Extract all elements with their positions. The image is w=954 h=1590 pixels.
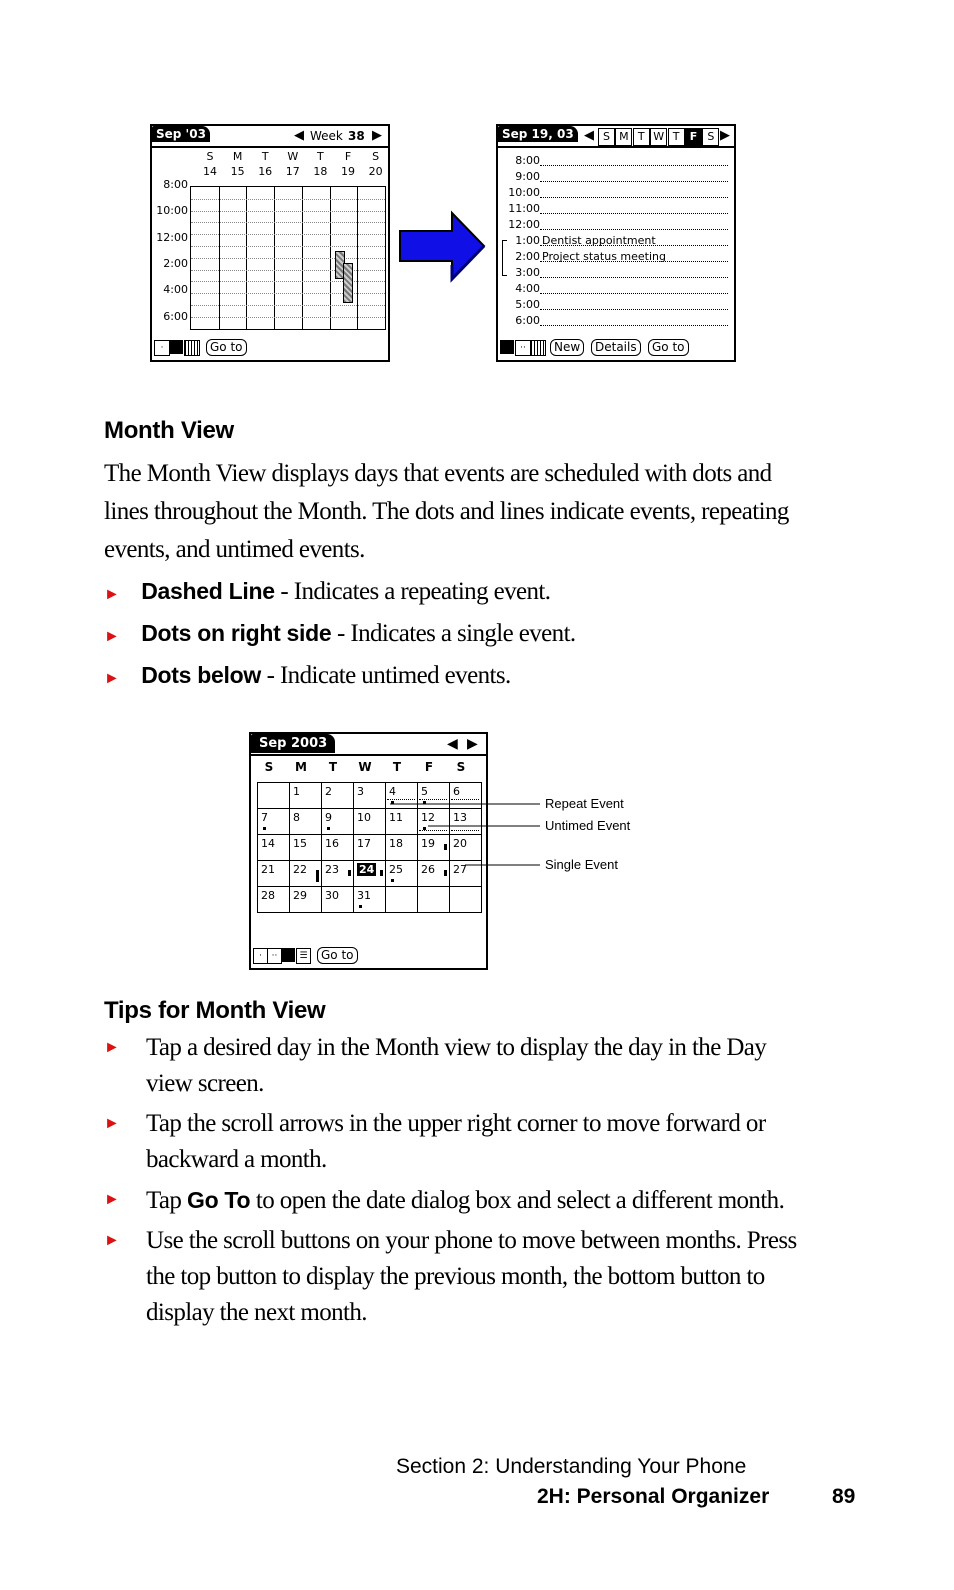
day-row-line <box>540 213 728 214</box>
month-goto-button[interactable]: Go to <box>317 947 358 964</box>
day-row-line <box>540 277 728 278</box>
week-next-arrow-icon[interactable]: ▶ <box>372 128 382 143</box>
list-item <box>104 572 824 614</box>
day-time-label: 2:00 <box>515 250 540 263</box>
month-day-letter: M <box>295 760 307 774</box>
month-view-icon[interactable] <box>530 340 546 356</box>
agenda-view-icon[interactable]: ☰ <box>296 948 311 964</box>
day-event-text[interactable]: Project status meeting <box>542 250 667 263</box>
day-time-label: 3:00 <box>515 266 540 279</box>
week-grid-row <box>191 270 385 271</box>
day-time-row[interactable] <box>498 264 734 280</box>
tip-line: Tap the scroll arrows in the upper right corner to move forward or <box>146 1110 766 1137</box>
bullet-icon: ► <box>104 628 120 645</box>
day-time-label: 6:00 <box>515 314 540 327</box>
week-time-label: 10:00 <box>156 204 188 218</box>
page-number: 89 <box>832 1485 856 1508</box>
untimed-event-dot <box>391 879 394 882</box>
tip-line: backward a month. <box>146 1146 327 1173</box>
day-letter[interactable]: T <box>633 128 650 146</box>
month-day-number: 11 <box>389 811 403 824</box>
footer-section-line: Section 2: Understanding Your Phone <box>396 1455 747 1478</box>
month-day-number: 13 <box>453 811 467 824</box>
week-grid-row <box>191 222 385 223</box>
month-day-letter: S <box>456 760 466 774</box>
bullet-icon: ► <box>104 670 120 687</box>
day-view-icon[interactable] <box>500 340 514 354</box>
single-event-mark <box>348 870 351 876</box>
week-day-number: 16 <box>258 165 273 178</box>
paragraph-line: lines throughout the Month. The dots and lines indicate events, repeating <box>104 498 789 525</box>
day-time-row[interactable] <box>498 216 734 232</box>
day-goto-button[interactable]: Go to <box>648 339 689 356</box>
bullet-term: Dashed Line <box>141 578 275 604</box>
month-day-number: 25 <box>389 863 403 876</box>
month-day-number: 1 <box>293 785 300 798</box>
month-day-cell[interactable] <box>257 860 290 887</box>
tip-prefix: Tap <box>146 1187 187 1214</box>
untimed-event-callout: Untimed Event <box>545 818 631 833</box>
week-time-labels <box>154 178 190 328</box>
week-grid-row <box>191 293 385 294</box>
week-time-label: 12:00 <box>156 230 188 244</box>
day-row-line <box>540 197 728 198</box>
week-header-tab: Sep '03 <box>152 126 210 142</box>
month-day-number: 15 <box>293 837 307 850</box>
day-prev-arrow-icon[interactable]: ◀ <box>584 128 594 143</box>
day-letter-selected[interactable]: F <box>685 128 702 146</box>
month-view-icon[interactable] <box>184 340 200 356</box>
repeat-event-callout: Repeat Event <box>545 796 624 811</box>
bullet-icon: ► <box>104 1191 120 1208</box>
month-day-cell[interactable] <box>257 834 290 861</box>
week-day-letter: M <box>232 150 243 163</box>
tip-line: display the next month. <box>146 1299 367 1326</box>
week-view-icon[interactable]: ·· <box>267 948 282 964</box>
week-grid-row <box>191 305 385 306</box>
untimed-event-dot <box>327 827 330 830</box>
month-day-letter: S <box>264 760 274 774</box>
list-item <box>104 1182 824 1219</box>
single-event-callout: Single Event <box>545 857 618 872</box>
bullet-icon: ► <box>104 1039 120 1056</box>
week-grid-row <box>191 246 385 247</box>
month-day-number: 4 <box>389 785 396 798</box>
week-day-letter: F <box>344 150 352 163</box>
day-row-line <box>540 165 728 166</box>
day-time-row[interactable] <box>498 184 734 200</box>
month-day-number: 18 <box>389 837 403 850</box>
event-duration-bar <box>502 240 507 276</box>
day-time-label: 8:00 <box>515 154 540 167</box>
week-time-label: 6:00 <box>163 309 188 323</box>
month-day-letter: T <box>392 760 402 774</box>
day-time-label: 10:00 <box>508 186 540 199</box>
footer-chapter: 2H: Personal Organizer <box>537 1485 770 1508</box>
week-day-letter: S <box>372 150 380 163</box>
day-time-label: 4:00 <box>515 282 540 295</box>
day-time-label: 1:00 <box>515 234 540 247</box>
week-goto-button[interactable]: Go to <box>206 339 247 356</box>
list-item <box>104 614 824 656</box>
week-view-icon[interactable]: ·· <box>515 340 531 356</box>
day-letter[interactable]: S <box>598 128 615 146</box>
month-day-number: 17 <box>357 837 371 850</box>
week-grid-row <box>191 258 385 259</box>
week-time-label: 4:00 <box>163 283 188 297</box>
month-day-number: 23 <box>325 863 339 876</box>
bullet-text: - Indicate untimed events. <box>260 662 511 689</box>
day-time-label: 12:00 <box>508 218 540 231</box>
month-day-number: 29 <box>293 889 307 902</box>
month-prev-arrow-icon[interactable]: ◀ <box>447 736 458 752</box>
day-row-line <box>540 293 728 294</box>
day-next-arrow-icon[interactable]: ▶ <box>720 128 730 143</box>
day-time-row[interactable] <box>498 152 734 168</box>
day-letter[interactable]: M <box>615 128 632 146</box>
month-day-cell[interactable] <box>289 782 322 809</box>
week-grid-row <box>191 317 385 318</box>
day-letter[interactable]: T <box>668 128 685 146</box>
month-day-number: 30 <box>325 889 339 902</box>
bullet-icon: ► <box>104 586 120 603</box>
month-day-letters <box>257 760 481 776</box>
day-event-text[interactable]: Dentist appointment <box>542 234 656 247</box>
month-day-cell[interactable] <box>385 886 418 913</box>
tip-term: Go To <box>186 1187 251 1213</box>
details-button[interactable]: Details <box>591 339 641 356</box>
month-day-number: 28 <box>261 889 275 902</box>
week-day-letter: S <box>206 150 214 163</box>
day-row-line <box>540 325 728 326</box>
month-day-number: 9 <box>325 811 332 824</box>
tip-line: the top button to display the previous month, the bottom button to <box>146 1263 765 1290</box>
day-time-row[interactable] <box>498 280 734 296</box>
untimed-event-dot <box>359 905 362 908</box>
tip-line: Tap a desired day in the Month view to display the day in the Day <box>146 1034 767 1061</box>
month-day-cell[interactable] <box>449 886 482 913</box>
month-day-cell[interactable] <box>321 886 354 913</box>
week-day-number: 18 <box>313 165 328 178</box>
month-day-number: 16 <box>325 837 339 850</box>
list-item <box>104 1106 824 1178</box>
week-grid-row <box>191 211 385 212</box>
untimed-event-dot <box>263 827 266 830</box>
month-day-number: 2 <box>325 785 332 798</box>
bullet-icon: ► <box>104 1115 120 1132</box>
month-view-paragraph <box>104 455 824 569</box>
month-day-cell[interactable] <box>289 808 322 835</box>
day-letter[interactable]: S <box>702 128 719 146</box>
day-time-label: 9:00 <box>515 170 540 183</box>
month-day-number: 27 <box>453 863 467 876</box>
month-day-cell[interactable] <box>257 886 290 913</box>
week-day-letter: T <box>261 150 269 163</box>
tip-line: Use the scroll buttons on your phone to move between months. Press <box>146 1227 797 1254</box>
week-day-number: 14 <box>203 165 217 178</box>
day-time-row[interactable] <box>498 296 734 312</box>
month-day-number: 14 <box>261 837 275 850</box>
month-view-icon[interactable] <box>281 948 295 962</box>
week-day-letters <box>192 150 388 164</box>
month-day-cell[interactable] <box>417 886 450 913</box>
list-item <box>104 656 824 698</box>
paragraph-line: events, and untimed events. <box>104 536 365 563</box>
month-day-number: 5 <box>421 785 428 798</box>
month-view-heading: Month View <box>104 417 234 444</box>
week-time-label: 2:00 <box>163 256 188 270</box>
week-label: Week <box>310 129 343 143</box>
month-day-number: 21 <box>261 863 275 876</box>
week-time-label: 8:00 <box>163 178 188 191</box>
week-day-number: 15 <box>230 165 245 178</box>
day-selector-letters[interactable] <box>598 128 720 144</box>
paragraph-line: The Month View displays days that events are scheduled with dots and <box>104 460 772 487</box>
single-event-mark <box>316 870 319 882</box>
bullet-text: - Indicates a repeating event. <box>274 578 551 605</box>
month-day-letter: W <box>358 760 372 774</box>
month-day-cell[interactable] <box>353 886 386 913</box>
right-arrow-icon <box>394 205 490 287</box>
day-row-line <box>540 229 728 230</box>
bullet-text: - Indicates a single event. <box>331 620 576 647</box>
day-time-row[interactable] <box>498 312 734 328</box>
bullet-term: Dots below <box>141 662 261 688</box>
month-day-number: 12 <box>421 811 435 824</box>
month-day-number: 31 <box>357 889 371 902</box>
week-grid-row <box>191 234 385 235</box>
day-row-line <box>540 181 728 182</box>
month-day-number: 19 <box>421 837 435 850</box>
day-time-label: 5:00 <box>515 298 540 311</box>
week-day-number: 17 <box>285 165 300 178</box>
month-day-number: 8 <box>293 811 300 824</box>
month-day-number: 3 <box>357 785 364 798</box>
month-day-cell[interactable] <box>257 782 290 809</box>
day-row-line <box>540 309 728 310</box>
week-number: 38 <box>348 129 365 143</box>
month-day-letter: T <box>328 760 338 774</box>
month-day-cell[interactable] <box>321 782 354 809</box>
month-day-number: 22 <box>293 863 307 876</box>
week-day-number: 20 <box>368 165 383 178</box>
week-day-numbers <box>192 165 388 179</box>
week-view-icon[interactable] <box>169 340 183 354</box>
day-time-row[interactable] <box>498 168 734 184</box>
week-view-screenshot <box>150 124 390 362</box>
week-day-letter: W <box>287 150 299 163</box>
new-button[interactable]: New <box>550 339 584 356</box>
day-time-label: 11:00 <box>508 202 540 215</box>
month-day-letter: F <box>424 760 434 774</box>
legend-bullet-list <box>104 572 824 698</box>
bullet-term: Dots on right side <box>141 620 332 646</box>
month-day-cell[interactable] <box>321 808 354 835</box>
tip-line: view screen. <box>146 1070 264 1097</box>
month-day-number: 10 <box>357 811 371 824</box>
week-grid-row <box>191 199 385 200</box>
month-next-arrow-icon[interactable]: ▶ <box>467 736 478 752</box>
tip-suffix: to open the date dialog box and select a different month. <box>250 1187 785 1214</box>
month-day-number: 20 <box>453 837 467 850</box>
day-time-row[interactable] <box>498 200 734 216</box>
month-day-cell[interactable] <box>289 886 322 913</box>
list-item <box>104 1223 824 1331</box>
week-prev-arrow-icon[interactable]: ◀ <box>294 128 304 143</box>
month-day-number: 7 <box>261 811 268 824</box>
bullet-icon: ► <box>104 1232 120 1249</box>
day-time-row[interactable] <box>498 232 734 248</box>
week-event-block <box>343 263 353 303</box>
month-day-number: 24 <box>359 863 375 876</box>
tips-heading: Tips for Month View <box>104 997 326 1024</box>
month-day-cell[interactable] <box>289 834 322 861</box>
callout-lines <box>380 795 550 875</box>
month-day-number: 6 <box>453 785 460 798</box>
list-item <box>104 1030 824 1102</box>
day-letter[interactable]: W <box>650 128 667 146</box>
day-time-row[interactable] <box>498 248 734 264</box>
month-day-number: 26 <box>421 863 435 876</box>
week-day-number: 19 <box>341 165 355 178</box>
week-day-letter: T <box>317 150 324 163</box>
month-day-cell[interactable] <box>321 834 354 861</box>
week-grid-row <box>191 281 385 282</box>
month-day-cell[interactable] <box>257 808 290 835</box>
day-time-rows[interactable] <box>498 152 734 327</box>
day-view-icon[interactable]: · <box>154 340 170 356</box>
day-view-icon[interactable]: · <box>253 948 268 964</box>
day-header-tab: Sep 19, 03 <box>498 126 578 142</box>
tip-line <box>146 1182 824 1219</box>
month-header-tab: Sep 2003 <box>251 734 335 753</box>
tips-bullet-list <box>104 1030 824 1331</box>
week-grid[interactable] <box>190 186 386 330</box>
day-view-screenshot <box>496 124 736 362</box>
